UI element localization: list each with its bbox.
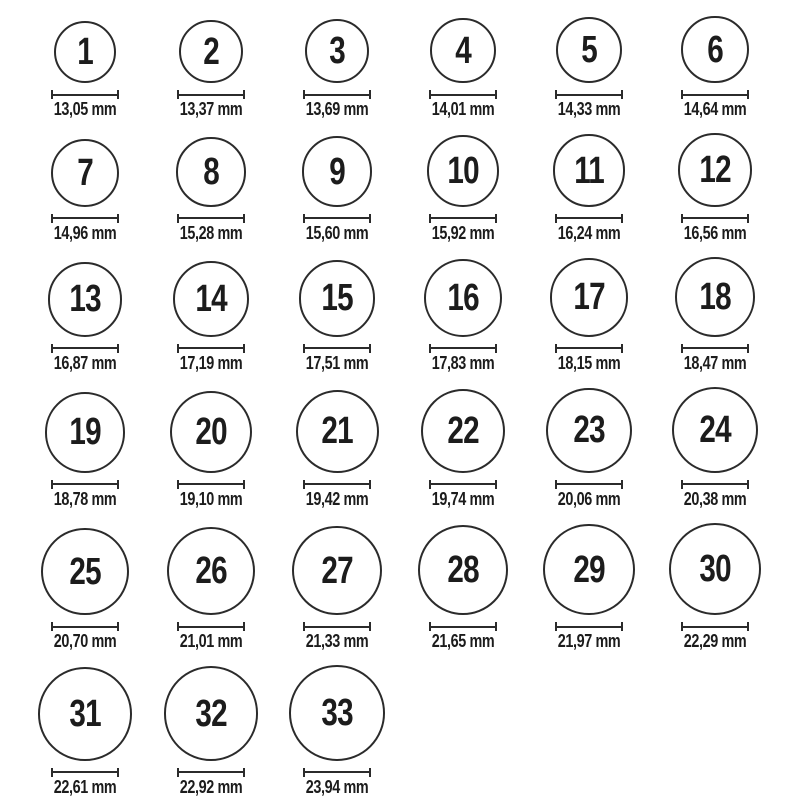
ring-size-number: 12: [699, 149, 731, 192]
ring-circle: [45, 392, 126, 473]
ring-circle: [427, 135, 498, 206]
diameter-measure-line: [177, 344, 245, 353]
diameter-label: 15,60 mm: [305, 222, 369, 243]
ring-size-number: 14: [195, 277, 227, 320]
ring-size-number: 4: [455, 29, 471, 72]
ring-size-item: [148, 527, 274, 650]
ring-circle: [681, 16, 748, 83]
ring-size-number: 25: [69, 550, 101, 593]
ring-size-item: [22, 667, 148, 796]
ring-size-number: 21: [321, 410, 353, 453]
diameter-measure-line: [177, 90, 245, 99]
diameter-measure-line: [681, 480, 749, 489]
diameter-label: 21,33 mm: [305, 631, 369, 652]
ring-size-item: [526, 258, 652, 372]
ring-size-row: [22, 387, 778, 508]
diameter-label: 21,65 mm: [431, 631, 495, 652]
ring-circle: [292, 526, 381, 615]
ring-size-number: 33: [321, 692, 353, 735]
ring-circle: [170, 391, 252, 473]
ring-circle: [38, 667, 132, 761]
ring-size-number: 7: [77, 151, 93, 194]
ring-circle: [302, 136, 372, 206]
ring-circle: [41, 528, 128, 615]
ring-size-number: 20: [195, 410, 227, 453]
ring-circle: [678, 133, 752, 207]
ring-size-number: 30: [699, 548, 731, 590]
ring-size-item: [148, 20, 274, 118]
ring-size-number: 2: [203, 30, 219, 73]
ring-size-number: 9: [329, 150, 345, 193]
diameter-label: 20,38 mm: [683, 488, 747, 509]
diameter-label: 20,70 mm: [53, 631, 117, 652]
ring-size-item: [274, 19, 400, 118]
ring-circle: [672, 387, 758, 473]
diameter-measure-line: [303, 768, 371, 777]
ring-size-row: [22, 523, 778, 650]
ring-size-number: 26: [195, 550, 227, 593]
ring-circle: [675, 257, 755, 337]
diameter-measure-line: [51, 622, 119, 631]
ring-size-item: [148, 261, 274, 372]
diameter-label: 18,78 mm: [53, 488, 117, 509]
ring-circle: [296, 390, 379, 473]
ring-size-number: 8: [203, 151, 219, 194]
diameter-measure-line: [681, 344, 749, 353]
ring-circle: [51, 139, 119, 207]
diameter-label: 13,69 mm: [305, 99, 369, 120]
diameter-label: 14,01 mm: [431, 99, 495, 120]
diameter-measure-line: [51, 344, 119, 353]
diameter-label: 19,10 mm: [179, 488, 243, 509]
ring-circle: [550, 258, 629, 337]
ring-circle: [418, 525, 508, 615]
ring-size-item: [274, 526, 400, 650]
diameter-measure-line: [429, 214, 497, 223]
diameter-label: 16,56 mm: [683, 222, 747, 243]
ring-size-item: [400, 18, 526, 118]
diameter-measure-line: [429, 344, 497, 353]
ring-size-item: [22, 139, 148, 242]
diameter-measure-line: [303, 480, 371, 489]
diameter-measure-line: [177, 480, 245, 489]
ring-size-number: 16: [447, 276, 479, 319]
ring-circle: [179, 20, 242, 83]
ring-size-item: [652, 16, 778, 118]
ring-size-grid: [22, 16, 778, 811]
diameter-measure-line: [51, 480, 119, 489]
diameter-label: 17,83 mm: [431, 352, 495, 373]
ring-size-item: [274, 390, 400, 508]
diameter-label: 16,24 mm: [557, 222, 621, 243]
ring-size-item: [400, 525, 526, 650]
diameter-label: 22,92 mm: [179, 776, 243, 797]
ring-size-item: [148, 391, 274, 508]
ring-size-number: 15: [321, 277, 353, 320]
ring-size-item: [526, 524, 652, 650]
diameter-label: 19,42 mm: [305, 488, 369, 509]
diameter-label: 18,47 mm: [683, 352, 747, 373]
ring-size-number: 23: [573, 409, 605, 452]
ring-circle: [543, 524, 634, 615]
ring-size-item: [400, 259, 526, 372]
ring-size-item: [526, 388, 652, 508]
ring-size-item: [400, 135, 526, 241]
ring-size-item: [400, 389, 526, 508]
ring-size-number: 13: [69, 278, 101, 321]
ring-size-item: [652, 133, 778, 242]
diameter-measure-line: [51, 90, 119, 99]
ring-circle: [173, 261, 249, 337]
ring-circle: [546, 388, 631, 473]
diameter-measure-line: [681, 622, 749, 631]
diameter-measure-line: [555, 90, 623, 99]
ring-size-number: 6: [707, 28, 723, 71]
diameter-label: 16,87 mm: [53, 352, 117, 373]
diameter-label: 18,15 mm: [557, 352, 621, 373]
ring-size-number: 18: [699, 275, 731, 318]
ring-circle: [164, 666, 259, 761]
diameter-label: 21,01 mm: [179, 631, 243, 652]
ring-size-item: [274, 260, 400, 372]
diameter-measure-line: [555, 480, 623, 489]
diameter-label: 20,06 mm: [557, 488, 621, 509]
ring-circle: [289, 665, 385, 761]
diameter-measure-line: [303, 622, 371, 631]
diameter-label: 23,94 mm: [305, 776, 369, 797]
diameter-measure-line: [177, 768, 245, 777]
ring-circle: [424, 259, 502, 337]
diameter-label: 14,64 mm: [683, 99, 747, 120]
ring-size-row: [22, 665, 778, 796]
diameter-measure-line: [51, 768, 119, 777]
ring-size-item: [274, 665, 400, 796]
ring-size-item: [652, 257, 778, 372]
diameter-label: 21,97 mm: [557, 631, 621, 652]
ring-size-number: 24: [699, 408, 731, 451]
ring-size-number: 28: [447, 549, 479, 592]
ring-size-number: 5: [581, 29, 597, 72]
ring-circle: [48, 262, 123, 337]
ring-circle: [299, 260, 376, 337]
ring-size-item: [148, 666, 274, 796]
diameter-measure-line: [303, 90, 371, 99]
ring-size-number: 19: [69, 411, 101, 454]
ring-size-number: 1: [77, 31, 93, 74]
ring-circle: [54, 21, 116, 83]
ring-circle: [430, 18, 495, 83]
diameter-label: 14,96 mm: [53, 222, 117, 243]
ring-size-number: 11: [574, 149, 604, 192]
diameter-label: 13,05 mm: [53, 99, 117, 120]
ring-size-item: [274, 136, 400, 241]
ring-size-number: 32: [195, 692, 227, 735]
ring-size-number: 22: [447, 409, 479, 452]
diameter-label: 15,92 mm: [431, 222, 495, 243]
diameter-measure-line: [429, 90, 497, 99]
diameter-measure-line: [681, 90, 749, 99]
ring-size-item: [22, 21, 148, 118]
ring-circle: [167, 527, 255, 615]
diameter-label: 14,33 mm: [557, 99, 621, 120]
diameter-label: 17,51 mm: [305, 352, 369, 373]
ring-size-item: [22, 392, 148, 508]
diameter-label: 17,19 mm: [179, 352, 243, 373]
ring-size-row: [22, 257, 778, 372]
diameter-measure-line: [429, 622, 497, 631]
ring-circle: [669, 523, 761, 615]
diameter-label: 19,74 mm: [431, 488, 495, 509]
ring-size-number: 29: [573, 548, 605, 591]
ring-size-number: 3: [329, 30, 345, 73]
ring-circle: [553, 134, 626, 207]
diameter-measure-line: [681, 214, 749, 223]
diameter-label: 22,61 mm: [53, 776, 117, 797]
ring-size-number: 10: [447, 150, 479, 193]
diameter-measure-line: [177, 214, 245, 223]
ring-size-number: 31: [69, 693, 101, 736]
ring-size-item: [148, 137, 274, 241]
ring-size-item: [652, 387, 778, 508]
ring-size-item: [526, 134, 652, 242]
ring-size-item: [22, 528, 148, 650]
ring-circle: [556, 17, 622, 83]
ring-size-row: [22, 133, 778, 242]
ring-size-row: [22, 16, 778, 118]
ring-size-item: [526, 17, 652, 118]
ring-size-item: [652, 523, 778, 650]
ring-size-number: 17: [573, 276, 605, 319]
diameter-measure-line: [303, 214, 371, 223]
diameter-measure-line: [303, 344, 371, 353]
ring-circle: [176, 137, 245, 206]
diameter-label: 15,28 mm: [179, 222, 243, 243]
ring-circle: [305, 19, 369, 83]
ring-size-item: [22, 262, 148, 372]
diameter-measure-line: [555, 622, 623, 631]
diameter-label: 22,29 mm: [683, 631, 747, 652]
ring-circle: [421, 389, 505, 473]
diameter-measure-line: [429, 480, 497, 489]
diameter-measure-line: [51, 214, 119, 223]
diameter-measure-line: [555, 344, 623, 353]
diameter-measure-line: [555, 214, 623, 223]
diameter-label: 13,37 mm: [179, 99, 243, 120]
diameter-measure-line: [177, 622, 245, 631]
ring-size-number: 27: [321, 549, 353, 592]
